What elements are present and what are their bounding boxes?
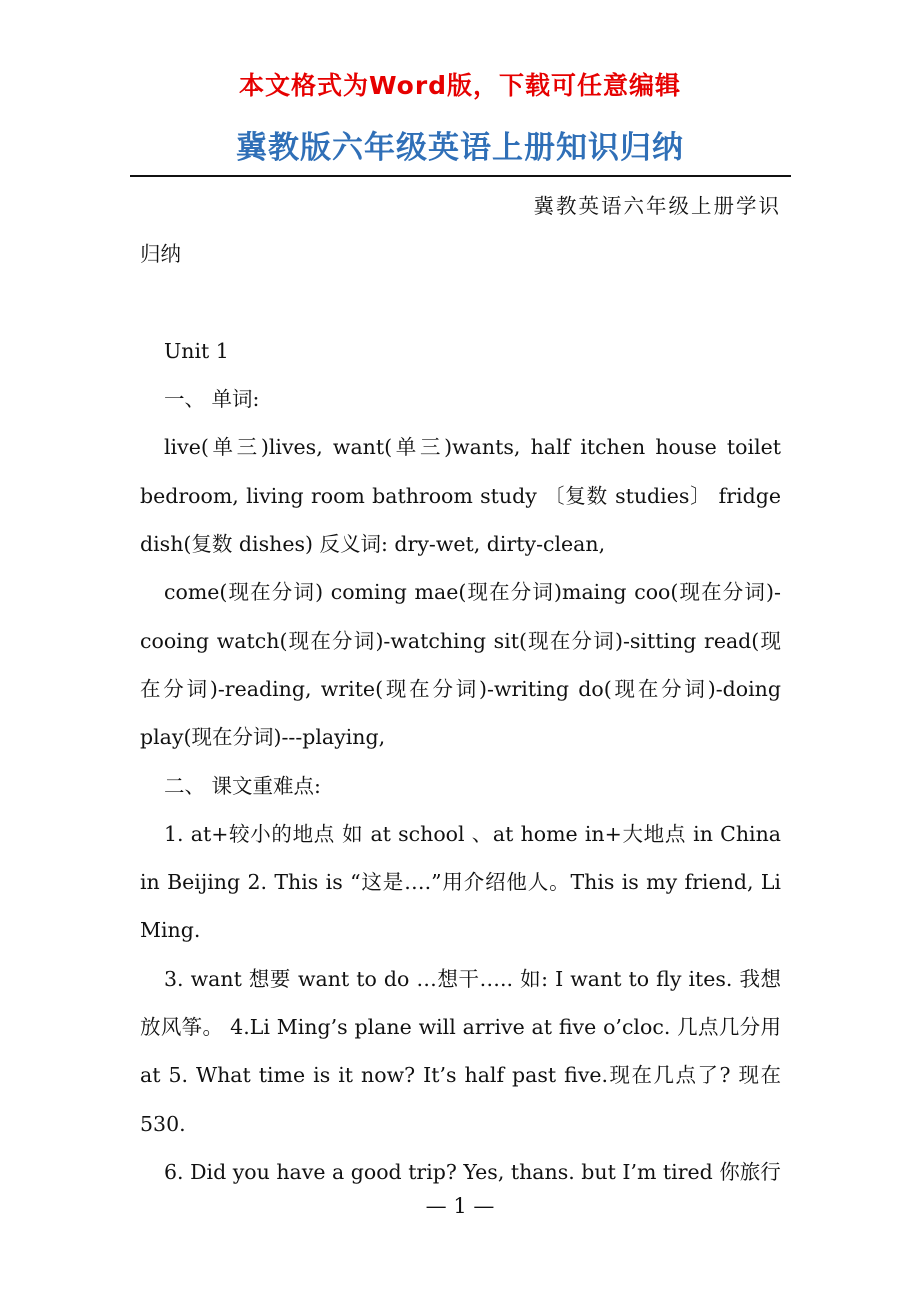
- section-key-points-heading: 二、 课文重难点:: [164, 773, 321, 798]
- vocabulary-paragraph-2: come(现在分词) coming mae(现在分词)maing coo(现在分词)-cooing watch(现在分词)-watching sit(现在分词)-sitting read(现在分词)-reading, write(现在分词)-writing do(现在分词)-doing play(现在分词)---playing,: [140, 580, 781, 750]
- download-notice: 本文格式为Word版，下载可任意编辑: [238, 71, 682, 100]
- unit-heading: Unit 1: [164, 338, 229, 363]
- key-points-paragraph-2: 3. want 想要 want to do …想干….. 如: I want to fly ites. 我想放风筝。 4.Li Ming’s plane will arrive at five o’cloc. 几点几分用 at 5. What time is it now? It’s half past five.现在几点了? 现在 530.: [140, 966, 781, 1136]
- vocabulary-paragraph-1: live(单三)lives, want(单三)wants, half itchen house toilet bedroom, living room bathroom study 〔复数 studies〕 fridge dish(复数 dishes) 反义词: dry-wet, dirty-clean,: [140, 435, 781, 557]
- subtitle-line-2: 归纳: [140, 242, 181, 267]
- blank-line: [140, 279, 781, 327]
- key-points-paragraph-1: 1. at+较小的地点 如 at school 、at home in+大地点 in China in Beijing 2. This is “这是….”用介绍他人。This is my friend, Li Ming.: [140, 821, 781, 943]
- document-body: [140, 182, 781, 1196]
- title-divider: [130, 175, 791, 177]
- page-number: — 1 —: [425, 1194, 495, 1218]
- section-vocabulary-heading: 一、 单词:: [164, 387, 260, 412]
- key-points-paragraph-3: 6. Did you have a good trip? Yes, thans. but I’m tired 你旅行: [164, 1159, 781, 1184]
- subtitle-line-1: 冀教英语六年级上册学识: [533, 194, 781, 218]
- document-title: 冀教版六年级英语上册知识归纳: [236, 130, 684, 166]
